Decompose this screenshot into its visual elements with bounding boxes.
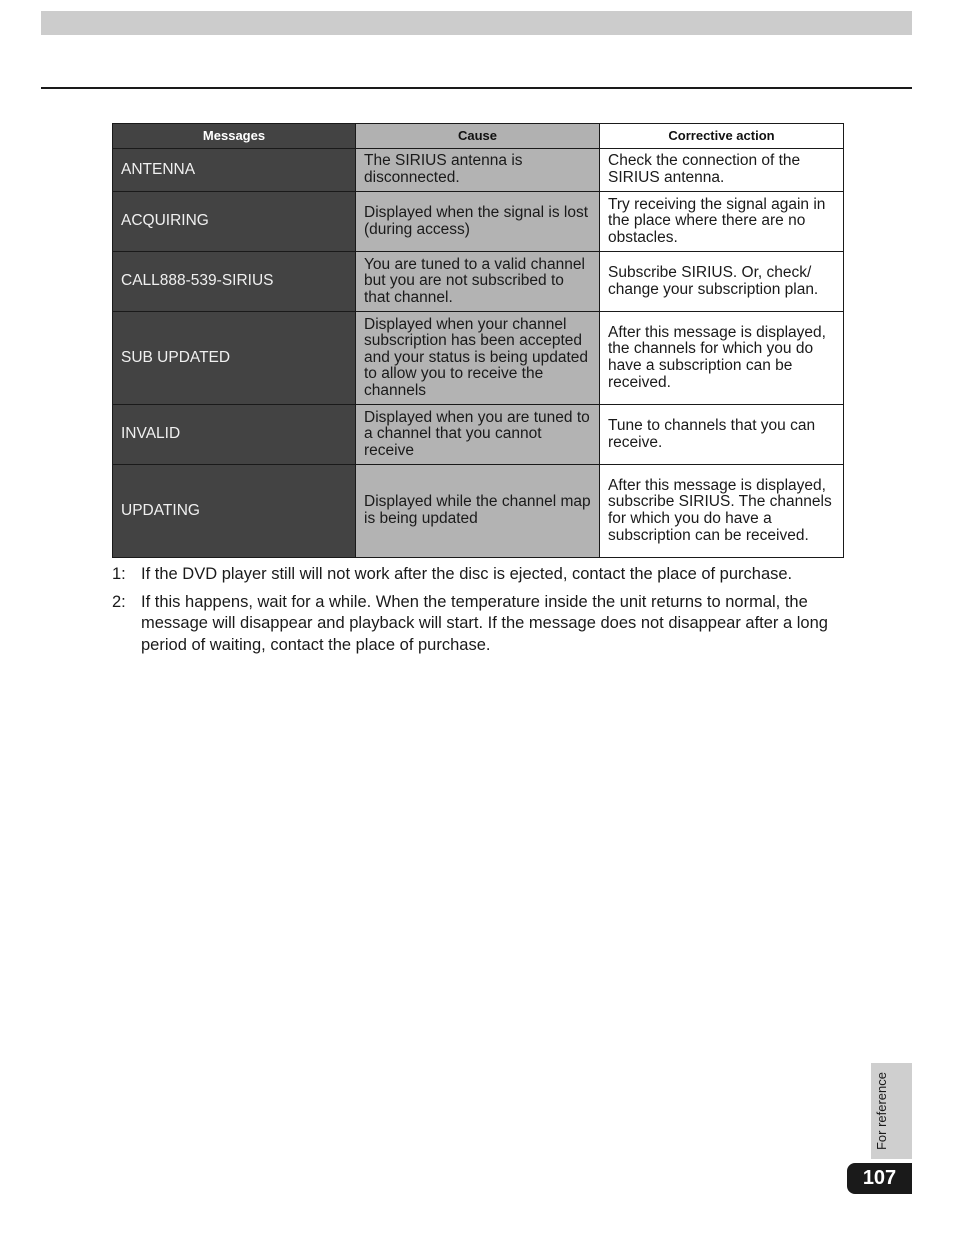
cause-cell: You are tuned to a valid channel but you are not subscribed to that channel. [356,252,600,312]
action-cell: Subscribe SIRIUS. Or, check/ change your subscription plan. [600,252,844,312]
action-cell: After this message is displayed, the channels for which you do have a subscription can be received. [600,312,844,405]
cause-cell: Displayed while the channel map is being updated [356,465,600,558]
header-cause: Cause [356,124,600,149]
message-cell: ACQUIRING [113,192,356,252]
table-header-row [113,124,844,149]
section-tab-label: For reference [874,1071,889,1151]
page-number: 107 [847,1163,912,1194]
footnote-2 [112,592,847,657]
header-messages: Messages [113,124,356,149]
message-cell: UPDATING [113,465,356,558]
cause-cell: Displayed when you are tuned to a channel that you cannot receive [356,405,600,465]
footnote-number: 1: [112,565,126,583]
table-row [113,405,844,465]
section-tab [871,1063,912,1159]
action-cell: After this message is displayed, subscribe SIRIUS. The channels for which you do have a subscription can be received. [600,465,844,558]
table-row [113,312,844,405]
cause-cell: Displayed when your channel subscription has been accepted and your status is being updated to allow you to receive the channels [356,312,600,405]
action-cell: Tune to channels that you can receive. [600,405,844,465]
header-rule [41,87,912,89]
footnote-text: If the DVD player still will not work after the disc is ejected, contact the place of purchase. [141,565,793,583]
footnote-number: 2: [112,592,126,611]
header-corrective-action: Corrective action [600,124,844,149]
message-table [112,123,844,558]
cause-cell: The SIRIUS antenna is disconnected. [356,149,600,192]
message-cell: ANTENNA [113,149,356,192]
footnote-1 [112,564,847,586]
header-band [41,11,912,35]
table-row [113,252,844,312]
table-row [113,192,844,252]
message-cell: SUB UPDATED [113,312,356,405]
message-cell: CALL888-539-SIRIUS [113,252,356,312]
message-cell: INVALID [113,405,356,465]
cause-cell: Displayed when the signal is lost (during access) [356,192,600,252]
table-row [113,465,844,558]
table-row [113,149,844,192]
action-cell: Check the connection of the SIRIUS antenna. [600,149,844,192]
footnotes [112,564,847,662]
footnote-text: If this happens, wait for a while. When the temperature inside the unit returns to normal, the message will disappear and playback will start. If the message does not disappear after a long period of waiting, contact the place of purchase. [141,592,828,654]
action-cell: Try receiving the signal again in the place where there are no obstacles. [600,192,844,252]
